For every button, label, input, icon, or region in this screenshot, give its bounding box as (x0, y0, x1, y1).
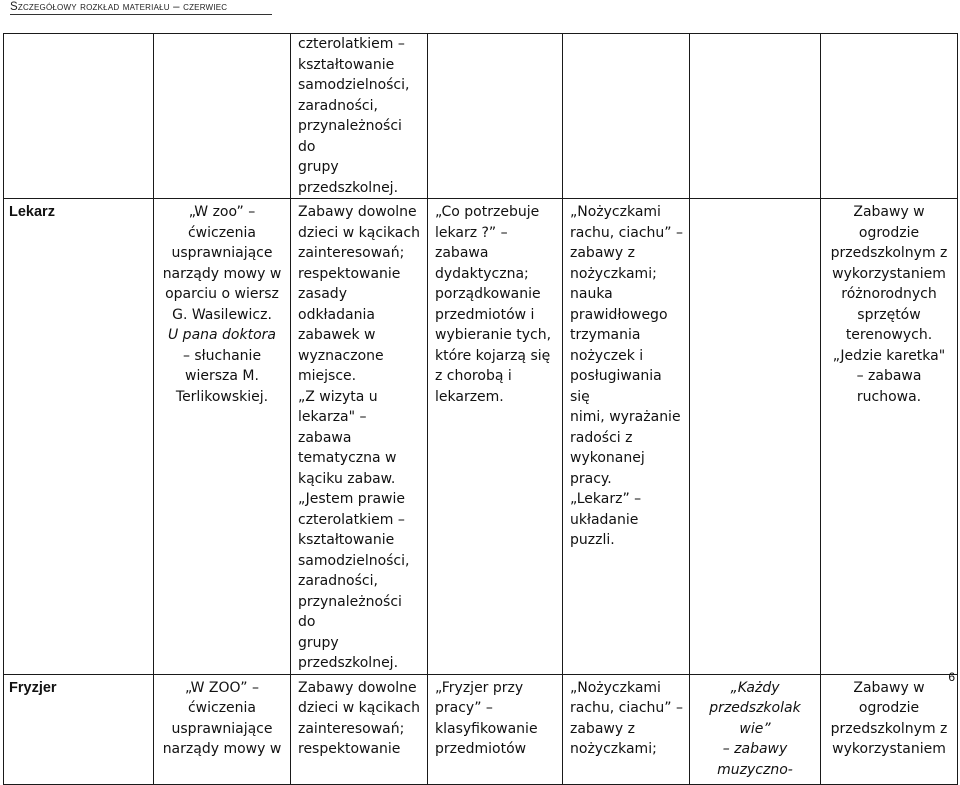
text-line: „Nożyczkami (570, 204, 661, 220)
text-line: Zabawy dowolne (298, 679, 417, 696)
art-cell (563, 674, 690, 784)
text-line: grupy (298, 634, 339, 651)
text-line: ćwiczenia (187, 224, 257, 241)
outdoor-list (821, 675, 957, 760)
text-line: przynależności do (298, 593, 402, 630)
music-cell (690, 199, 821, 675)
text-line: lekarza" – zabawa (298, 409, 367, 446)
outdoor-list (821, 199, 957, 407)
music-list (690, 199, 820, 202)
text-line: przedszkolak wie” (709, 700, 801, 737)
text-line: przedszkolnym z (830, 245, 948, 261)
text-line: czterolatkiem – (298, 36, 405, 52)
literature-cell (154, 674, 291, 784)
text-line: kształtowanie (298, 56, 395, 73)
cognitive-list (428, 675, 562, 760)
cognitive-cell (428, 674, 563, 784)
text-line: zainteresowań; (298, 245, 405, 261)
header-underline (10, 14, 272, 15)
text-line: respektowanie (298, 741, 401, 757)
text-line: porządkowanie (435, 286, 541, 302)
text-line: Zabawy w (853, 204, 925, 220)
literature-cell (154, 34, 291, 199)
text-line: Zabawy w (853, 679, 925, 696)
text-line: rachu, ciachu” – (570, 224, 683, 241)
text-line: „W ZOO” – (185, 679, 259, 696)
text-line: „Co potrzebuje (435, 204, 540, 220)
text-line: układanie puzzli. (570, 511, 639, 548)
text-line: zaradności, (298, 573, 378, 589)
text-line: – zabawy (722, 741, 788, 757)
text-line: miejsce. (298, 368, 357, 384)
text-line: czterolatkiem – (298, 511, 405, 528)
art-cell (563, 199, 690, 675)
art-list (563, 675, 689, 760)
text-line: G. Wasilewicz. (172, 306, 272, 323)
text-line: tematyczna w (298, 450, 397, 466)
text-line: posługiwania się (570, 368, 662, 405)
text-line: wykorzystaniem (832, 741, 946, 757)
text-line: nożyczek i (570, 347, 644, 364)
text-line: terenowych. (845, 327, 933, 343)
art-list (563, 199, 689, 551)
text-line: przedmiotów (435, 741, 527, 757)
text-line: prawidłowego (570, 306, 668, 323)
table-row (4, 199, 958, 675)
book-title: U pana doktora (167, 327, 276, 343)
theme-cell (4, 674, 154, 784)
page-number: 6 (948, 670, 955, 684)
text-line: ogrodzie (858, 700, 920, 716)
text-line: odkładania (298, 306, 375, 323)
activity-list (291, 34, 427, 198)
theme-label: Fryzjer (9, 679, 57, 696)
text-line: „Lekarz” – (570, 491, 642, 507)
text-line: zabawek w (298, 327, 376, 343)
cognitive-cell (428, 34, 563, 199)
schedule-table (3, 33, 958, 785)
text-line: wykorzystaniem (832, 265, 946, 282)
text-line: wybieranie tych, (435, 327, 552, 343)
outdoor-cell (821, 674, 958, 784)
text-line: kąciku zabaw. (298, 470, 396, 487)
text-line: które kojarzą się (435, 347, 551, 364)
text-line: – słuchanie (182, 347, 262, 364)
text-line: wykonanej pracy. (570, 450, 645, 487)
text-line: usprawniające (171, 245, 273, 261)
cognitive-cell (428, 199, 563, 675)
text-line: samodzielności, (298, 552, 410, 569)
text-line: „Jestem prawie (298, 491, 405, 507)
activity-list (291, 199, 427, 674)
outdoor-cell (821, 199, 958, 675)
text-line: samodzielności, (298, 77, 410, 93)
header-title: Szczegółowy rozkład materiału – czerwiec (10, 1, 228, 13)
music-list (690, 675, 820, 781)
text-line: lekarzem. (435, 388, 504, 405)
theme-cell (4, 34, 154, 199)
text-line: oparciu o wiersz (165, 286, 279, 302)
text-line: przedmiotów i (435, 306, 535, 323)
text-line: rachu, ciachu” – (570, 700, 683, 716)
outdoor-cell (821, 34, 958, 199)
literature-list (154, 199, 290, 407)
text-line: grupy (298, 159, 339, 175)
text-line: zainteresowań; (298, 720, 405, 737)
activity-list (291, 675, 427, 760)
text-line: respektowanie (298, 265, 401, 282)
text-line: radości z (570, 429, 633, 446)
text-line: zabawy z (570, 245, 635, 261)
text-line: „Jedzie karetka" (832, 347, 946, 364)
text-line: dzieci w kącikach (298, 700, 420, 716)
text-line: nimi, wyrażanie (570, 409, 681, 425)
literature-list (154, 675, 290, 760)
text-line: wyznaczone (298, 347, 384, 364)
text-line: nauka (570, 286, 613, 302)
text-line: zabawy z (570, 720, 635, 737)
text-line: „W zoo” – (188, 204, 256, 220)
music-cell (690, 674, 821, 784)
text-line: „Fryzjer przy (435, 679, 524, 696)
text-line: – zabawa (856, 368, 922, 384)
text-line: przedszkolnej. (298, 655, 399, 671)
text-line: nożyczkami; (570, 741, 657, 757)
table-row (4, 674, 958, 784)
text-line: przynależności do (298, 118, 402, 155)
page-header (10, 0, 950, 14)
text-line: Terlikowskiej. (175, 388, 269, 405)
text-line: różnorodnych (841, 286, 937, 302)
text-line: z chorobą i (435, 368, 512, 384)
text-line: wiersza M. (185, 368, 259, 384)
text-line: usprawniające (171, 720, 273, 737)
text-line: dzieci w kącikach (298, 224, 420, 241)
music-cell (690, 34, 821, 199)
text-line: „Nożyczkami (570, 679, 661, 696)
text-line: „Z wizyta u (298, 388, 378, 405)
text-line: sprzętów (857, 306, 921, 323)
text-line: lekarz ?” – (435, 224, 508, 241)
activity-cell (291, 674, 428, 784)
art-cell (563, 34, 690, 199)
activity-cell (291, 34, 428, 199)
theme-cell (4, 199, 154, 675)
text-line: Zabawy dowolne (298, 204, 417, 220)
text-line: klasyfikowanie (435, 720, 538, 737)
text-line: przedszkolnej. (298, 179, 399, 196)
literature-cell (154, 199, 291, 675)
text-line: ruchowa. (856, 388, 922, 405)
text-line: zaradności, (298, 97, 378, 114)
text-line: ogrodzie (858, 224, 920, 241)
text-line: narządy mowy w (162, 265, 282, 282)
text-line: zabawa (435, 245, 489, 261)
text-line: przedszkolnym z (830, 720, 948, 737)
text-line: muzyczno- (717, 761, 793, 778)
text-line: zasady (298, 286, 347, 302)
text-line: pracy” – (435, 700, 493, 716)
text-line: nożyczkami; (570, 265, 657, 282)
text-line: dydaktyczna; (435, 265, 529, 282)
text-line: narządy mowy w (162, 741, 282, 757)
text-line: ćwiczenia (187, 700, 257, 716)
table-row (4, 34, 958, 199)
cognitive-list (428, 199, 562, 407)
theme-label: Lekarz (9, 204, 55, 220)
text-line: „Każdy (730, 679, 780, 696)
text-line: trzymania (570, 327, 641, 343)
activity-cell (291, 199, 428, 675)
text-line: kształtowanie (298, 532, 395, 548)
